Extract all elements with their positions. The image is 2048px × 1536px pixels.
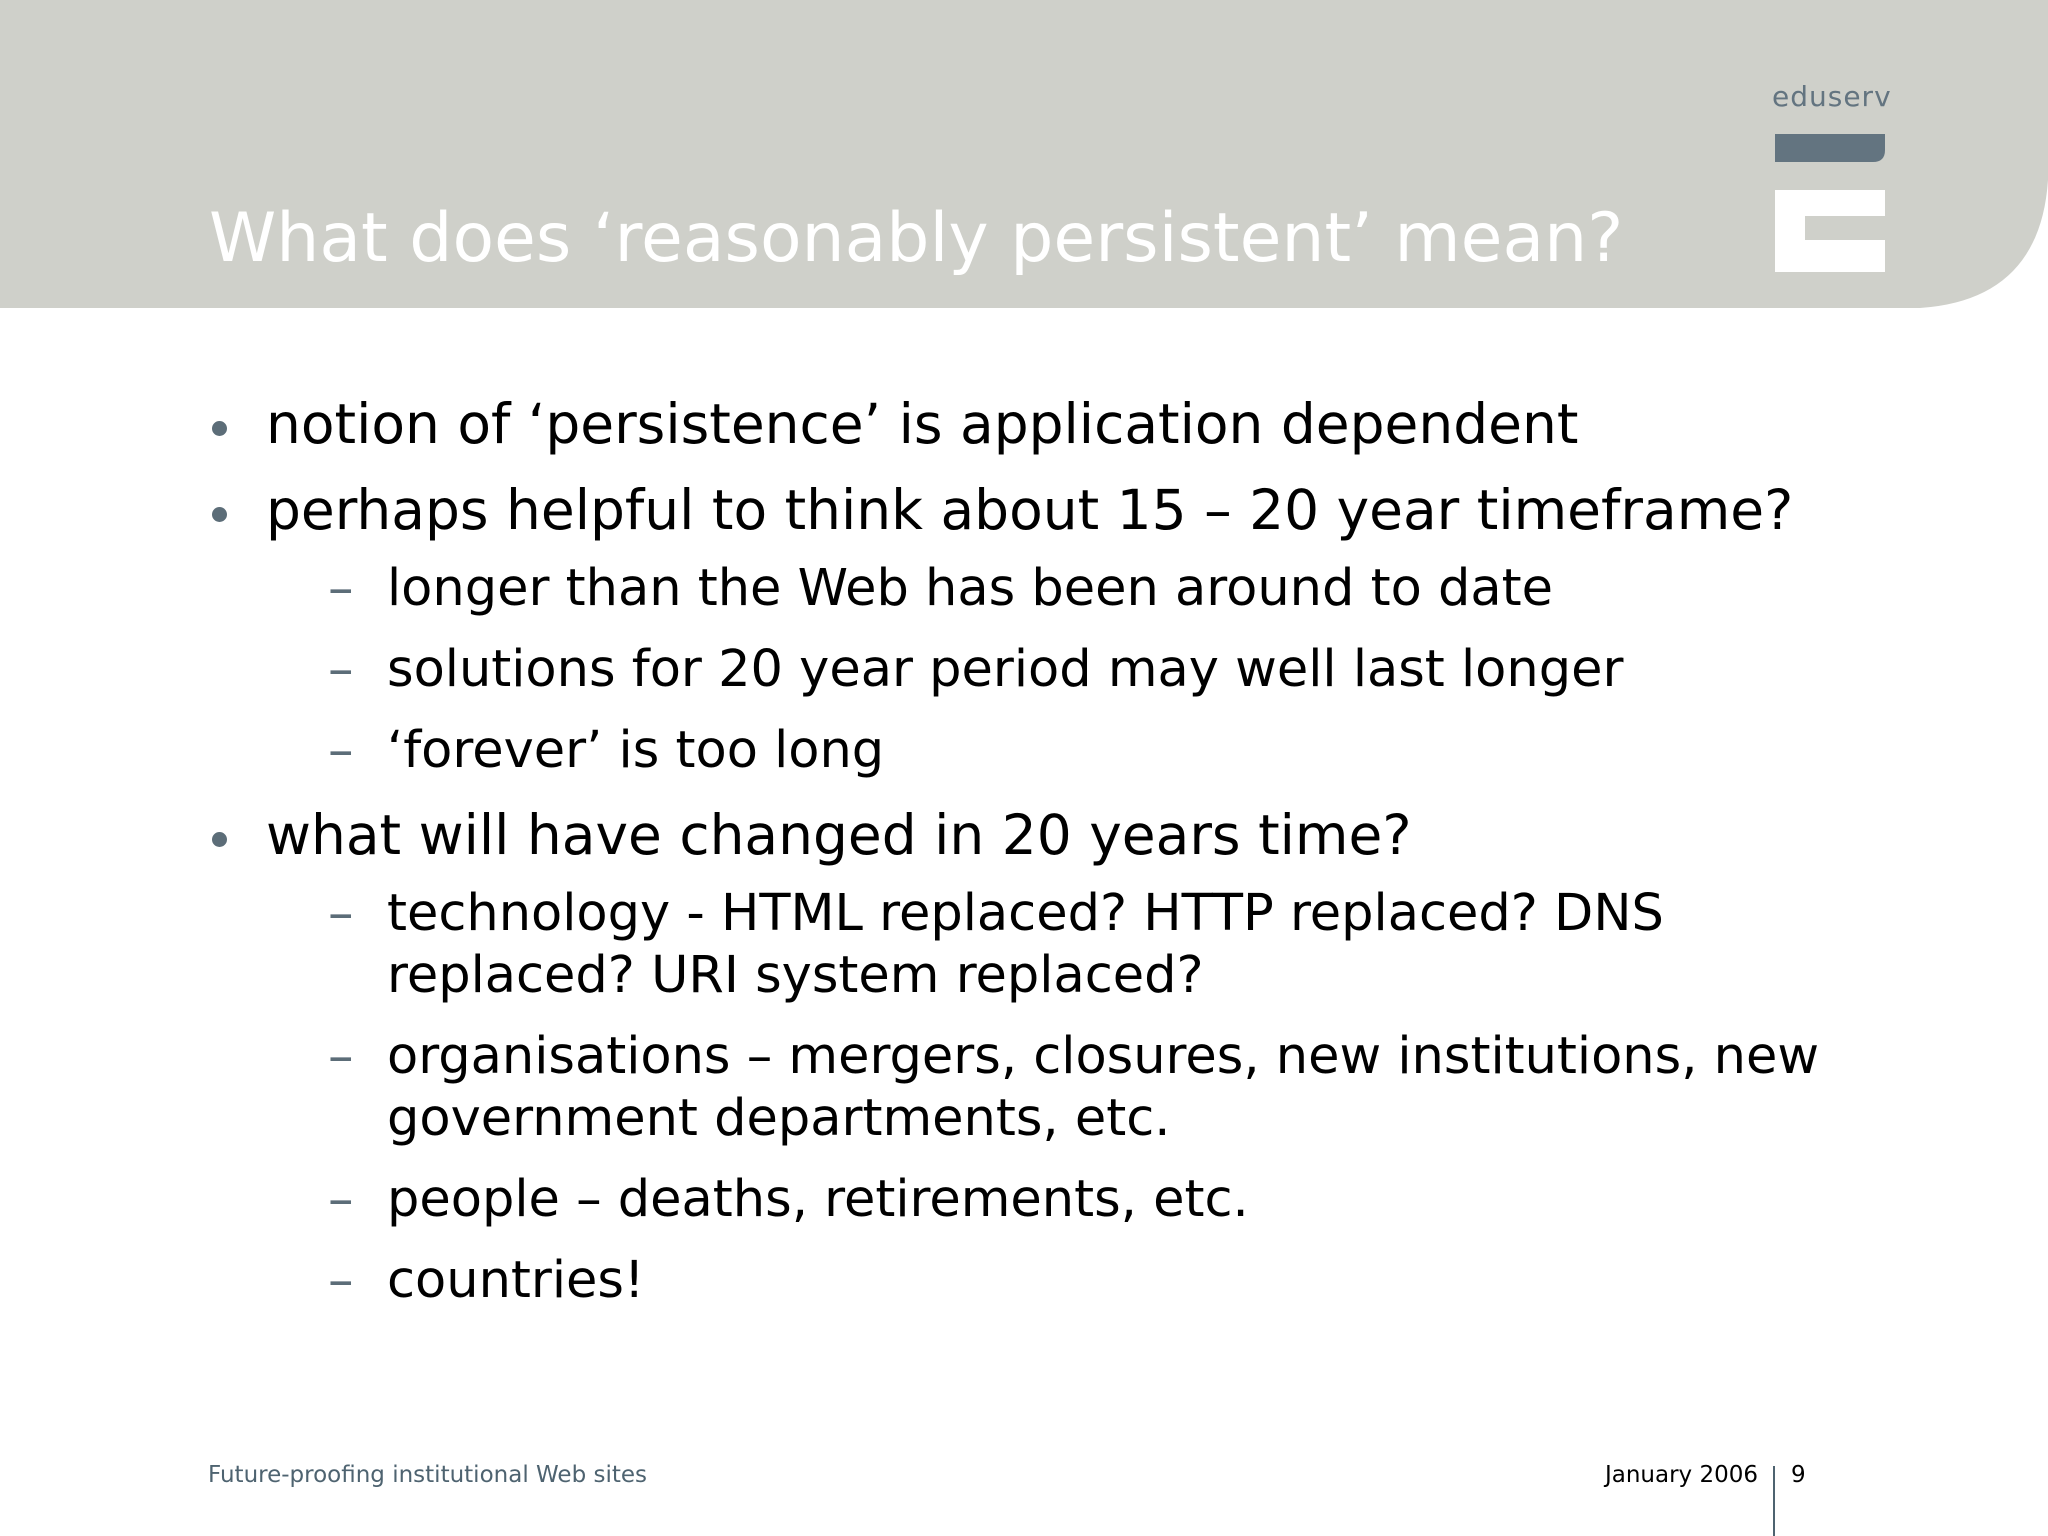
- sub-item-text: longer than the Web has been around to date: [387, 559, 1554, 618]
- dash-icon: –: [328, 884, 354, 943]
- dash-icon: –: [328, 721, 354, 780]
- dash-icon: –: [328, 559, 354, 618]
- sub-item: [200, 639, 1860, 701]
- page-number: 9: [1791, 1462, 1806, 1488]
- logo-bracket: [1775, 190, 1885, 272]
- slide-title: What does ‘reasonably persistent’ mean?: [209, 199, 1624, 278]
- sub-list: [200, 558, 1860, 782]
- sub-item: [200, 883, 1860, 1007]
- sub-item: [200, 720, 1860, 782]
- sub-item-text: people – deaths, retirements, etc.: [387, 1170, 1249, 1229]
- bullet-dot-icon: [212, 832, 227, 847]
- slide-body: [200, 390, 1860, 1331]
- bullet-item: [200, 801, 1860, 869]
- eduserv-logo-icon: [1775, 134, 1885, 272]
- dash-icon: –: [328, 1027, 354, 1086]
- bullet-text: notion of ‘persistence’ is application dependent: [266, 392, 1579, 456]
- dash-icon: –: [328, 640, 354, 699]
- sub-item: [200, 1169, 1860, 1231]
- footer-presentation-title: Future-proofing institutional Web sites: [208, 1462, 647, 1488]
- sub-item: [200, 1250, 1860, 1312]
- sub-item-text: ‘forever’ is too long: [387, 721, 885, 780]
- bullet-item: [200, 476, 1860, 544]
- sub-item-text: countries!: [387, 1251, 645, 1310]
- sub-item-text: technology - HTML replaced? HTTP replaced? DNS replaced? URI system replaced?: [387, 884, 1664, 1005]
- sub-item: [200, 1026, 1860, 1150]
- bullet-dot-icon: [212, 421, 227, 436]
- bullet-dot-icon: [212, 507, 227, 522]
- bullet-item: [200, 390, 1860, 458]
- logo-top-bar: [1775, 134, 1885, 162]
- sub-item-text: solutions for 20 year period may well last longer: [387, 640, 1624, 699]
- sub-list: [200, 883, 1860, 1312]
- brand-wordmark: eduserv: [1772, 80, 1892, 113]
- bullet-text: perhaps helpful to think about 15 – 20 year timeframe?: [266, 478, 1794, 542]
- footer-date: January 2006: [1604, 1462, 1758, 1488]
- bullet-text: what will have changed in 20 years time?: [266, 803, 1412, 867]
- dash-icon: –: [328, 1170, 354, 1229]
- sub-item: [200, 558, 1860, 620]
- sub-item-text: organisations – mergers, closures, new institutions, new government departments, etc.: [387, 1027, 1820, 1148]
- dash-icon: –: [328, 1251, 354, 1310]
- footer-divider: [1773, 1466, 1775, 1536]
